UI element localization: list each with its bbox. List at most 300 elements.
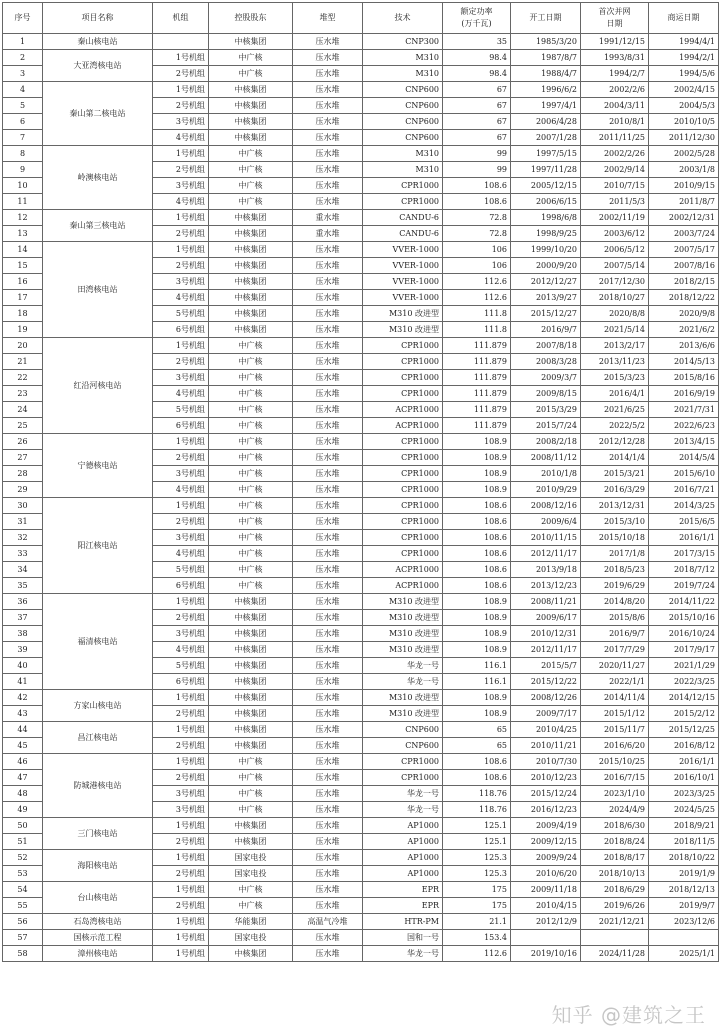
power-cell: 108.6 bbox=[443, 770, 511, 786]
start-date-cell: 2012/11/17 bbox=[511, 642, 581, 658]
index-cell: 55 bbox=[3, 898, 43, 914]
index-cell: 24 bbox=[3, 402, 43, 418]
project-name-cell: 海阳核电站 bbox=[43, 850, 153, 882]
start-date-cell: 2016/9/7 bbox=[511, 322, 581, 338]
owner-cell: 中广核 bbox=[209, 786, 293, 802]
grid-date-cell: 2011/5/3 bbox=[581, 194, 649, 210]
unit-cell: 3号机组 bbox=[153, 530, 209, 546]
unit-cell: 6号机组 bbox=[153, 578, 209, 594]
grid-date-cell: 2017/7/29 bbox=[581, 642, 649, 658]
start-date-cell: 2009/3/7 bbox=[511, 370, 581, 386]
project-name-cell: 台山核电站 bbox=[43, 882, 153, 914]
start-date-cell: 1998/6/8 bbox=[511, 210, 581, 226]
operation-date-cell: 2015/2/12 bbox=[649, 706, 719, 722]
index-cell: 35 bbox=[3, 578, 43, 594]
operation-date-cell: 2021/1/29 bbox=[649, 658, 719, 674]
index-cell: 46 bbox=[3, 754, 43, 770]
grid-date-cell: 2013/11/23 bbox=[581, 354, 649, 370]
project-name-cell: 防城港核电站 bbox=[43, 754, 153, 818]
owner-cell: 中广核 bbox=[209, 466, 293, 482]
grid-date-cell: 2016/9/7 bbox=[581, 626, 649, 642]
owner-cell: 国家电投 bbox=[209, 850, 293, 866]
reactor-type-cell: 压水堆 bbox=[293, 626, 363, 642]
operation-date-cell: 2018/11/5 bbox=[649, 834, 719, 850]
reactor-type-cell: 压水堆 bbox=[293, 194, 363, 210]
technology-cell: M310 改进型 bbox=[363, 322, 443, 338]
technology-cell: ACPR1000 bbox=[363, 562, 443, 578]
grid-date-cell: 2015/3/10 bbox=[581, 514, 649, 530]
power-cell: 108.6 bbox=[443, 546, 511, 562]
reactor-type-cell: 压水堆 bbox=[293, 722, 363, 738]
operation-date-cell: 2010/10/5 bbox=[649, 114, 719, 130]
operation-date-cell: 2019/9/7 bbox=[649, 898, 719, 914]
operation-date-cell: 2022/6/23 bbox=[649, 418, 719, 434]
operation-date-cell: 2002/5/28 bbox=[649, 146, 719, 162]
grid-date-cell: 2014/1/4 bbox=[581, 450, 649, 466]
start-date-cell: 1988/4/7 bbox=[511, 66, 581, 82]
table-body bbox=[3, 34, 719, 962]
technology-cell: CNP600 bbox=[363, 722, 443, 738]
owner-cell: 中广核 bbox=[209, 546, 293, 562]
index-cell: 48 bbox=[3, 786, 43, 802]
grid-date-cell: 2013/12/31 bbox=[581, 498, 649, 514]
index-cell: 40 bbox=[3, 658, 43, 674]
project-name-cell: 宁德核电站 bbox=[43, 434, 153, 498]
reactor-type-cell: 压水堆 bbox=[293, 306, 363, 322]
index-cell: 13 bbox=[3, 226, 43, 242]
unit-cell: 2号机组 bbox=[153, 162, 209, 178]
start-date-cell: 2008/11/12 bbox=[511, 450, 581, 466]
header-grid-date: 首次并网 日期 bbox=[581, 3, 649, 34]
project-name-cell: 方家山核电站 bbox=[43, 690, 153, 722]
owner-cell: 中广核 bbox=[209, 754, 293, 770]
project-name-cell: 昌江核电站 bbox=[43, 722, 153, 754]
technology-cell: EPR bbox=[363, 882, 443, 898]
start-date-cell: 2006/4/28 bbox=[511, 114, 581, 130]
index-cell: 31 bbox=[3, 514, 43, 530]
index-cell: 57 bbox=[3, 930, 43, 946]
technology-cell: ACPR1000 bbox=[363, 402, 443, 418]
table-row bbox=[3, 818, 719, 834]
unit-cell: 2号机组 bbox=[153, 898, 209, 914]
technology-cell: VVER-1000 bbox=[363, 274, 443, 290]
header-owner: 控股股东 bbox=[209, 3, 293, 34]
technology-cell: CPR1000 bbox=[363, 194, 443, 210]
table-row bbox=[3, 914, 719, 930]
unit-cell: 1号机组 bbox=[153, 594, 209, 610]
grid-date-cell: 2021/6/25 bbox=[581, 402, 649, 418]
unit-cell: 1号机组 bbox=[153, 946, 209, 962]
reactor-type-cell: 压水堆 bbox=[293, 290, 363, 306]
owner-cell: 中核集团 bbox=[209, 722, 293, 738]
index-cell: 44 bbox=[3, 722, 43, 738]
power-cell: 67 bbox=[443, 98, 511, 114]
grid-date-cell: 2007/5/14 bbox=[581, 258, 649, 274]
reactor-type-cell: 压水堆 bbox=[293, 738, 363, 754]
start-date-cell: 2012/12/9 bbox=[511, 914, 581, 930]
owner-cell: 中广核 bbox=[209, 386, 293, 402]
index-cell: 26 bbox=[3, 434, 43, 450]
reactor-type-cell: 重水堆 bbox=[293, 210, 363, 226]
grid-date-cell: 2015/11/7 bbox=[581, 722, 649, 738]
start-date-cell: 2007/8/18 bbox=[511, 338, 581, 354]
start-date-cell: 1999/10/20 bbox=[511, 242, 581, 258]
start-date-cell: 2010/7/30 bbox=[511, 754, 581, 770]
reactor-type-cell: 压水堆 bbox=[293, 530, 363, 546]
unit-cell: 3号机组 bbox=[153, 802, 209, 818]
unit-cell: 3号机组 bbox=[153, 466, 209, 482]
start-date-cell: 2006/6/15 bbox=[511, 194, 581, 210]
grid-date-cell: 2011/11/25 bbox=[581, 130, 649, 146]
technology-cell: CANDU-6 bbox=[363, 226, 443, 242]
index-cell: 5 bbox=[3, 98, 43, 114]
grid-date-cell: 2016/4/1 bbox=[581, 386, 649, 402]
technology-cell: HTR-PM bbox=[363, 914, 443, 930]
power-cell: 106 bbox=[443, 258, 511, 274]
start-date-cell: 2010/9/29 bbox=[511, 482, 581, 498]
power-cell: 111.879 bbox=[443, 402, 511, 418]
unit-cell: 4号机组 bbox=[153, 482, 209, 498]
technology-cell: 华龙一号 bbox=[363, 946, 443, 962]
index-cell: 16 bbox=[3, 274, 43, 290]
grid-date-cell: 2016/3/29 bbox=[581, 482, 649, 498]
grid-date-cell: 2010/8/1 bbox=[581, 114, 649, 130]
technology-cell: CNP600 bbox=[363, 98, 443, 114]
power-cell: 108.9 bbox=[443, 642, 511, 658]
start-date-cell: 2009/6/17 bbox=[511, 610, 581, 626]
owner-cell: 国家电投 bbox=[209, 866, 293, 882]
technology-cell: M310 改进型 bbox=[363, 626, 443, 642]
operation-date-cell: 2015/10/16 bbox=[649, 610, 719, 626]
unit-cell: 2号机组 bbox=[153, 834, 209, 850]
power-cell: 67 bbox=[443, 114, 511, 130]
table-row bbox=[3, 146, 719, 162]
reactor-type-cell: 压水堆 bbox=[293, 578, 363, 594]
technology-cell: CPR1000 bbox=[363, 434, 443, 450]
power-cell: 108.6 bbox=[443, 754, 511, 770]
index-cell: 45 bbox=[3, 738, 43, 754]
technology-cell: CNP300 bbox=[363, 34, 443, 50]
owner-cell: 中核集团 bbox=[209, 946, 293, 962]
technology-cell: CNP600 bbox=[363, 82, 443, 98]
grid-date-cell: 2018/8/24 bbox=[581, 834, 649, 850]
start-date-cell: 2010/12/31 bbox=[511, 626, 581, 642]
start-date-cell: 2009/4/19 bbox=[511, 818, 581, 834]
grid-date-cell: 2022/1/1 bbox=[581, 674, 649, 690]
unit-cell: 5号机组 bbox=[153, 562, 209, 578]
start-date-cell: 2010/1/8 bbox=[511, 466, 581, 482]
operation-date-cell: 2014/12/15 bbox=[649, 690, 719, 706]
grid-date-cell: 2002/11/19 bbox=[581, 210, 649, 226]
grid-date-cell: 2021/5/14 bbox=[581, 322, 649, 338]
header-reactor-type: 堆型 bbox=[293, 3, 363, 34]
index-cell: 27 bbox=[3, 450, 43, 466]
owner-cell: 中广核 bbox=[209, 66, 293, 82]
start-date-cell: 2010/11/21 bbox=[511, 738, 581, 754]
reactor-type-cell: 压水堆 bbox=[293, 770, 363, 786]
unit-cell: 1号机组 bbox=[153, 338, 209, 354]
index-cell: 38 bbox=[3, 626, 43, 642]
power-cell: 111.879 bbox=[443, 370, 511, 386]
start-date-cell: 2013/9/18 bbox=[511, 562, 581, 578]
power-cell: 65 bbox=[443, 722, 511, 738]
reactor-type-cell: 压水堆 bbox=[293, 98, 363, 114]
project-name-cell: 国核示范工程 bbox=[43, 930, 153, 946]
technology-cell: CPR1000 bbox=[363, 546, 443, 562]
start-date-cell: 2015/7/24 bbox=[511, 418, 581, 434]
index-cell: 43 bbox=[3, 706, 43, 722]
start-date-cell: 2015/12/22 bbox=[511, 674, 581, 690]
start-date-cell: 2008/11/21 bbox=[511, 594, 581, 610]
index-cell: 56 bbox=[3, 914, 43, 930]
power-cell: 98.4 bbox=[443, 66, 511, 82]
owner-cell: 中广核 bbox=[209, 354, 293, 370]
operation-date-cell: 2007/8/16 bbox=[649, 258, 719, 274]
technology-cell: M310 改进型 bbox=[363, 610, 443, 626]
grid-date-cell: 2018/8/17 bbox=[581, 850, 649, 866]
unit-cell: 4号机组 bbox=[153, 194, 209, 210]
index-cell: 11 bbox=[3, 194, 43, 210]
power-cell: 125.3 bbox=[443, 850, 511, 866]
technology-cell: CPR1000 bbox=[363, 482, 443, 498]
power-cell: 125.1 bbox=[443, 834, 511, 850]
unit-cell: 3号机组 bbox=[153, 370, 209, 386]
reactor-type-cell: 压水堆 bbox=[293, 146, 363, 162]
operation-date-cell: 2011/12/30 bbox=[649, 130, 719, 146]
owner-cell: 中广核 bbox=[209, 418, 293, 434]
operation-date-cell: 2018/2/15 bbox=[649, 274, 719, 290]
reactor-type-cell: 压水堆 bbox=[293, 930, 363, 946]
grid-date-cell: 2018/5/23 bbox=[581, 562, 649, 578]
technology-cell: 国和一号 bbox=[363, 930, 443, 946]
grid-date-cell: 1994/2/7 bbox=[581, 66, 649, 82]
start-date-cell: 1996/6/2 bbox=[511, 82, 581, 98]
index-cell: 41 bbox=[3, 674, 43, 690]
unit-cell: 3号机组 bbox=[153, 626, 209, 642]
grid-date-cell: 2004/3/11 bbox=[581, 98, 649, 114]
grid-date-cell bbox=[581, 930, 649, 946]
power-cell: 111.879 bbox=[443, 386, 511, 402]
index-cell: 3 bbox=[3, 66, 43, 82]
unit-cell: 1号机组 bbox=[153, 930, 209, 946]
power-cell: 111.8 bbox=[443, 306, 511, 322]
power-cell: 125.1 bbox=[443, 818, 511, 834]
owner-cell: 中核集团 bbox=[209, 642, 293, 658]
reactor-type-cell: 重水堆 bbox=[293, 226, 363, 242]
operation-date-cell: 2002/4/15 bbox=[649, 82, 719, 98]
unit-cell: 2号机组 bbox=[153, 66, 209, 82]
operation-date-cell: 2015/12/25 bbox=[649, 722, 719, 738]
unit-cell: 1号机组 bbox=[153, 754, 209, 770]
power-cell: 118.76 bbox=[443, 802, 511, 818]
start-date-cell: 2015/5/7 bbox=[511, 658, 581, 674]
start-date-cell: 2009/12/15 bbox=[511, 834, 581, 850]
technology-cell: CPR1000 bbox=[363, 770, 443, 786]
power-cell: 112.6 bbox=[443, 274, 511, 290]
unit-cell: 1号机组 bbox=[153, 690, 209, 706]
unit-cell: 5号机组 bbox=[153, 402, 209, 418]
technology-cell: EPR bbox=[363, 898, 443, 914]
owner-cell: 中广核 bbox=[209, 162, 293, 178]
reactor-type-cell: 压水堆 bbox=[293, 882, 363, 898]
owner-cell: 国家电投 bbox=[209, 930, 293, 946]
table-row bbox=[3, 50, 719, 66]
operation-date-cell: 2013/6/6 bbox=[649, 338, 719, 354]
start-date-cell: 2010/4/25 bbox=[511, 722, 581, 738]
owner-cell: 中核集团 bbox=[209, 594, 293, 610]
unit-cell: 2号机组 bbox=[153, 354, 209, 370]
technology-cell: M310 bbox=[363, 50, 443, 66]
operation-date-cell: 2017/3/15 bbox=[649, 546, 719, 562]
grid-date-cell: 2016/6/20 bbox=[581, 738, 649, 754]
grid-date-cell: 2021/12/21 bbox=[581, 914, 649, 930]
unit-cell: 1号机组 bbox=[153, 882, 209, 898]
index-cell: 33 bbox=[3, 546, 43, 562]
power-cell: 116.1 bbox=[443, 658, 511, 674]
grid-date-cell: 2015/1/12 bbox=[581, 706, 649, 722]
power-cell: 111.879 bbox=[443, 338, 511, 354]
grid-date-cell: 2020/11/27 bbox=[581, 658, 649, 674]
operation-date-cell: 2014/11/22 bbox=[649, 594, 719, 610]
power-cell: 108.6 bbox=[443, 178, 511, 194]
technology-cell: M310 改进型 bbox=[363, 706, 443, 722]
operation-date-cell: 1994/2/1 bbox=[649, 50, 719, 66]
start-date-cell: 2007/1/28 bbox=[511, 130, 581, 146]
power-cell: 108.9 bbox=[443, 450, 511, 466]
technology-cell: CPR1000 bbox=[363, 354, 443, 370]
index-cell: 54 bbox=[3, 882, 43, 898]
technology-cell: CNP600 bbox=[363, 130, 443, 146]
start-date-cell: 2015/3/29 bbox=[511, 402, 581, 418]
project-name-cell: 红沿河核电站 bbox=[43, 338, 153, 434]
operation-date-cell: 2016/10/1 bbox=[649, 770, 719, 786]
index-cell: 23 bbox=[3, 386, 43, 402]
operation-date-cell: 2007/5/17 bbox=[649, 242, 719, 258]
reactor-type-cell: 压水堆 bbox=[293, 610, 363, 626]
owner-cell: 中广核 bbox=[209, 898, 293, 914]
table-header bbox=[3, 3, 719, 34]
start-date-cell: 2008/12/26 bbox=[511, 690, 581, 706]
unit-cell: 6号机组 bbox=[153, 674, 209, 690]
unit-cell: 1号机组 bbox=[153, 818, 209, 834]
technology-cell: AP1000 bbox=[363, 850, 443, 866]
grid-date-cell: 1991/12/15 bbox=[581, 34, 649, 50]
index-cell: 39 bbox=[3, 642, 43, 658]
operation-date-cell: 2018/7/12 bbox=[649, 562, 719, 578]
technology-cell: AP1000 bbox=[363, 866, 443, 882]
start-date-cell: 2012/11/17 bbox=[511, 546, 581, 562]
index-cell: 37 bbox=[3, 610, 43, 626]
project-name-cell: 岭澳核电站 bbox=[43, 146, 153, 210]
reactor-type-cell: 压水堆 bbox=[293, 82, 363, 98]
unit-cell: 1号机组 bbox=[153, 498, 209, 514]
unit-cell: 2号机组 bbox=[153, 738, 209, 754]
technology-cell: M310 改进型 bbox=[363, 690, 443, 706]
power-cell: 108.9 bbox=[443, 690, 511, 706]
start-date-cell bbox=[511, 930, 581, 946]
index-cell: 12 bbox=[3, 210, 43, 226]
reactor-type-cell: 压水堆 bbox=[293, 130, 363, 146]
header-technology: 技术 bbox=[363, 3, 443, 34]
project-name-cell: 秦山第二核电站 bbox=[43, 82, 153, 146]
owner-cell: 中核集团 bbox=[209, 306, 293, 322]
unit-cell: 5号机组 bbox=[153, 658, 209, 674]
table-row bbox=[3, 850, 719, 866]
grid-date-cell: 2002/2/6 bbox=[581, 82, 649, 98]
operation-date-cell: 2004/5/3 bbox=[649, 98, 719, 114]
operation-date-cell: 2017/9/17 bbox=[649, 642, 719, 658]
grid-date-cell: 2018/6/29 bbox=[581, 882, 649, 898]
technology-cell: VVER-1000 bbox=[363, 290, 443, 306]
owner-cell: 中广核 bbox=[209, 514, 293, 530]
index-cell: 15 bbox=[3, 258, 43, 274]
technology-cell: CNP600 bbox=[363, 114, 443, 130]
operation-date-cell: 2011/8/7 bbox=[649, 194, 719, 210]
operation-date-cell: 2015/6/10 bbox=[649, 466, 719, 482]
start-date-cell: 1998/9/25 bbox=[511, 226, 581, 242]
unit-cell: 3号机组 bbox=[153, 274, 209, 290]
reactor-type-cell: 压水堆 bbox=[293, 338, 363, 354]
unit-cell: 2号机组 bbox=[153, 98, 209, 114]
owner-cell: 中核集团 bbox=[209, 322, 293, 338]
technology-cell: M310 改进型 bbox=[363, 642, 443, 658]
reactor-type-cell: 高温气冷堆 bbox=[293, 914, 363, 930]
operation-date-cell: 2013/4/15 bbox=[649, 434, 719, 450]
index-cell: 50 bbox=[3, 818, 43, 834]
reactor-type-cell: 压水堆 bbox=[293, 642, 363, 658]
operation-date-cell: 2016/8/12 bbox=[649, 738, 719, 754]
power-cell: 153.4 bbox=[443, 930, 511, 946]
reactor-type-cell: 压水堆 bbox=[293, 498, 363, 514]
technology-cell: VVER-1000 bbox=[363, 242, 443, 258]
power-cell: 125.3 bbox=[443, 866, 511, 882]
unit-cell: 1号机组 bbox=[153, 722, 209, 738]
reactor-type-cell: 压水堆 bbox=[293, 482, 363, 498]
power-cell: 108.9 bbox=[443, 434, 511, 450]
table-row bbox=[3, 34, 719, 50]
operation-date-cell: 2014/5/13 bbox=[649, 354, 719, 370]
operation-date-cell: 1994/4/1 bbox=[649, 34, 719, 50]
grid-date-cell: 2015/3/23 bbox=[581, 370, 649, 386]
technology-cell: CPR1000 bbox=[363, 178, 443, 194]
reactor-type-cell: 压水堆 bbox=[293, 370, 363, 386]
operation-date-cell: 2003/7/24 bbox=[649, 226, 719, 242]
reactor-type-cell: 压水堆 bbox=[293, 274, 363, 290]
operation-date-cell bbox=[649, 930, 719, 946]
technology-cell: CPR1000 bbox=[363, 514, 443, 530]
index-cell: 58 bbox=[3, 946, 43, 962]
start-date-cell: 2016/12/23 bbox=[511, 802, 581, 818]
start-date-cell: 2008/12/16 bbox=[511, 498, 581, 514]
reactor-type-cell: 压水堆 bbox=[293, 178, 363, 194]
index-cell: 9 bbox=[3, 162, 43, 178]
power-cell: 108.6 bbox=[443, 514, 511, 530]
table-row bbox=[3, 754, 719, 770]
table-row bbox=[3, 434, 719, 450]
unit-cell: 2号机组 bbox=[153, 610, 209, 626]
reactor-type-cell: 压水堆 bbox=[293, 354, 363, 370]
operation-date-cell: 2019/1/9 bbox=[649, 866, 719, 882]
start-date-cell: 2009/7/17 bbox=[511, 706, 581, 722]
power-cell: 108.6 bbox=[443, 498, 511, 514]
start-date-cell: 2013/12/23 bbox=[511, 578, 581, 594]
table-row bbox=[3, 930, 719, 946]
unit-cell: 1号机组 bbox=[153, 434, 209, 450]
reactor-type-cell: 压水堆 bbox=[293, 674, 363, 690]
owner-cell: 中核集团 bbox=[209, 610, 293, 626]
reactor-type-cell: 压水堆 bbox=[293, 834, 363, 850]
power-cell: 111.879 bbox=[443, 354, 511, 370]
